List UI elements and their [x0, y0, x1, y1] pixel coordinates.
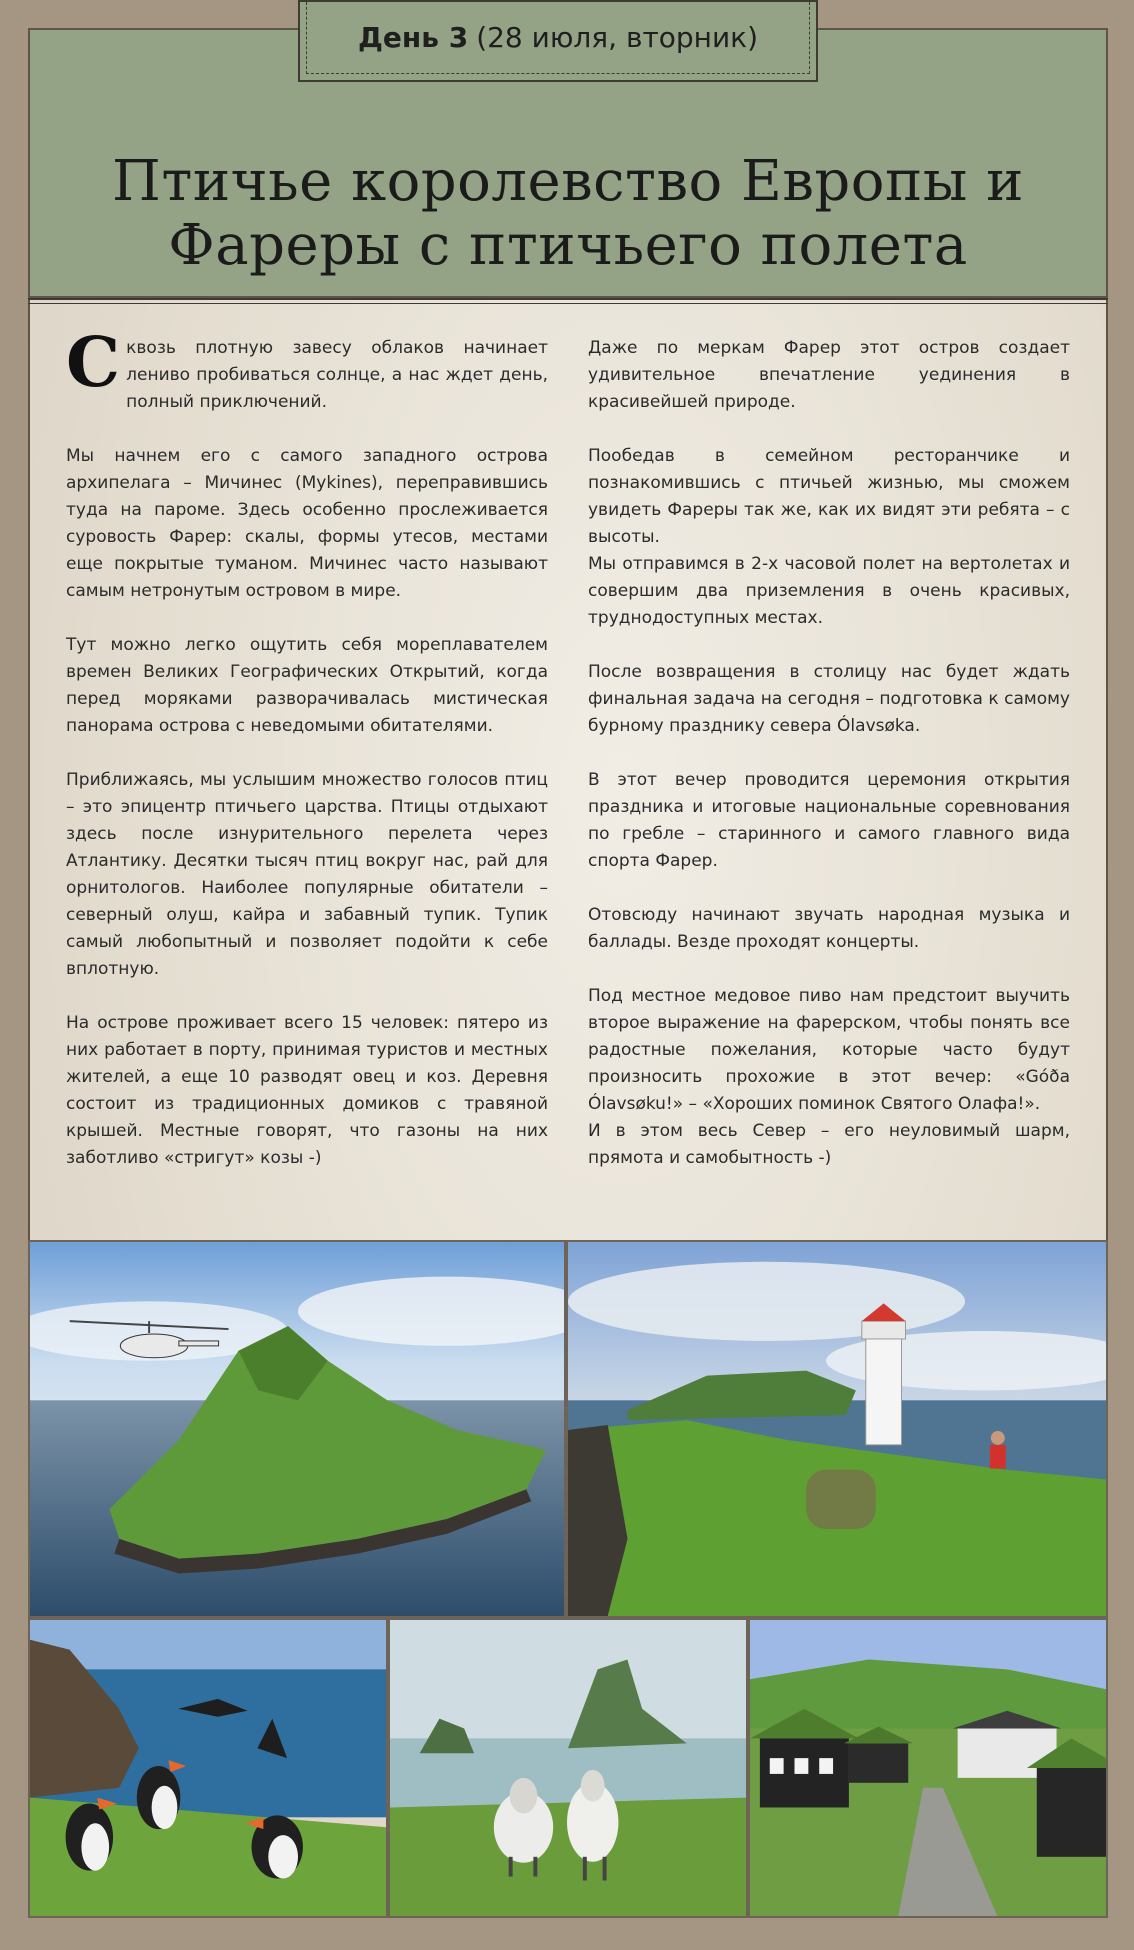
paragraph: И в этом весь Север – его неуловимый шарм, прямота и самобытность -): [588, 1121, 1070, 1168]
day-date: (28 июля, вторник): [476, 21, 759, 54]
paragraph: После возвращения в столицу нас будет ждать финальная задача на сегодня – подготовка к самому бурному празднику севера Ólavsøka.: [588, 662, 1070, 736]
paragraph-text: квозь плотную завесу облаков начинает лениво пробиваться солнце, а нас ждет день, полный приключений.: [126, 338, 548, 412]
drop-cap: С: [66, 323, 121, 403]
left-column: [66, 323, 548, 1199]
paragraph: На острове проживает всего 15 человек: пятеро из них работает в порту, принимая туристов и местных жителей, а еще 10 разводят овец и коз. Деревня состоит из традиционных домиков с травяной крышей. Местные говорят, что газоны на них заботливо «стригут» козы -): [66, 1013, 548, 1168]
photo-sheep: [388, 1618, 748, 1918]
paragraph: В этот вечер проводится церемония открытия праздника и итоговые национальные соревнования по гребле – старинного и самого главного вида спорта Фарер.: [588, 770, 1070, 871]
day-tab: [298, 0, 818, 82]
right-column: [588, 335, 1070, 1199]
photo-lighthouse: [566, 1240, 1108, 1618]
day-tab-inner: [306, 2, 810, 74]
paragraph: Под местное медовое пиво нам предстоит выучить второе выражение на фарерском, чтобы понять все радостные пожелания, которые часто будут произносить прохожие в этот вечер: «Góða Ólavsøku!» – «Хороших поминок Святого Олафа!».: [588, 986, 1070, 1114]
page-title: Птичье королевство Европы и Фареры с птичьего полета: [112, 148, 1024, 278]
paragraph: Мы начнем его с самого западного острова архипелага – Мичинес (Mykines), переправившись туда на пароме. Здесь особенно прослеживается суровость Фарер: скалы, формы утесов, местами еще покрытые туманом. Мичинес часто называют самым нетронутым островом в мире.: [66, 446, 548, 601]
header-divider: [28, 298, 1108, 304]
paragraph: Отовсюду начинают звучать народная музыка и баллады. Везде проходят концерты.: [588, 905, 1070, 952]
photo-puffins: [28, 1618, 388, 1918]
paragraph: Даже по меркам Фарер этот остров создает удивительное впечатление уединения в красивейшей природе.: [588, 338, 1070, 412]
paragraph: [66, 323, 548, 416]
day-label: День 3: [357, 21, 469, 54]
paragraph: Приближаясь, мы услышим множество голосов птиц – это эпицентр птичьего царства. Птицы отдыхают здесь после изнурительного перелета через Атлантику. Десятки тысяч птиц вокруг нас, рай для орнитологов. Наиболее популярные обитатели – северный олуш, кайра и забавный тупик. Тупик самый любопытный и позволяет подойти к себе вплотную.: [66, 770, 548, 979]
photo-village: [748, 1618, 1108, 1918]
photo-island-helicopter: [28, 1240, 566, 1618]
paragraph: Тут можно легко ощутить себя мореплавателем времен Великих Географических Открытий, когда перед моряками разворачивалась мистическая панорама острова с неведомыми обитателями.: [66, 635, 548, 736]
paragraph: Пообедав в семейном ресторанчике и познакомившись с птичьей жизнью, мы сможем увидеть Фареры так же, как их видят эти ребята – с высоты.: [588, 446, 1070, 547]
paragraph: Мы отправимся в 2-х часовой полет на вертолетах и совершим два приземления в очень красивых, труднодоступных местах.: [588, 554, 1070, 628]
